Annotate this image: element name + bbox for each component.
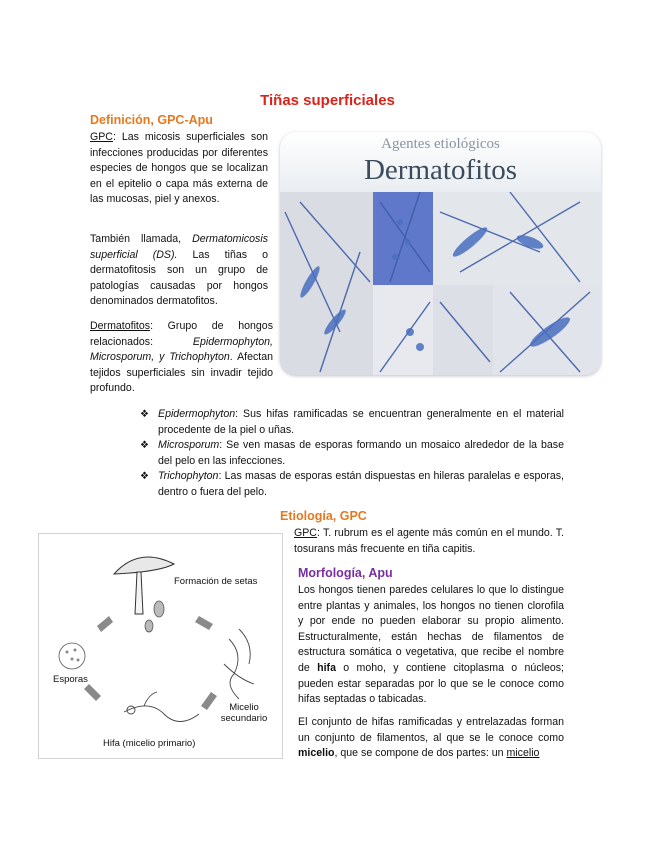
diamond-bullet-icon: ❖ [140, 409, 149, 420]
definicion-heading: Definición, GPC-Apu [90, 113, 213, 127]
definicion-paragraph-2: También llamada, Dermatomicosis superficial (DS). Las tiñas o dermatofitosis son un grupo de patologías causadas por hongos denominados dermatofitos. [90, 233, 268, 308]
life-cycle-illustration [39, 534, 282, 758]
gpc-label: GPC [294, 527, 317, 539]
morfologia-paragraph-2: El conjunto de hifas ramificadas y entrelazadas forman un conjunto de filamentos, al que se le conoce como micelio, que se compone de dos partes: un micelio [298, 716, 564, 760]
diamond-bullet-icon: ❖ [140, 471, 149, 483]
list-item: ❖ Microsporum: Se ven masas de esporas formando un mosaico alrededor de la base del pelo en las infecciones. [140, 438, 564, 469]
dermatofitos-photo [280, 132, 601, 375]
definicion-paragraph-1: GPC: Las micosis superficiales son infecciones producidas por diferentes especies de hongos que se localizan en el epitelio o capa más externa de las mucosas, piel y anexos. [90, 131, 268, 206]
label-esporas: Esporas [53, 674, 88, 685]
label-hifa: Hifa (micelio primario) [103, 738, 196, 749]
photo-subtitle: Agentes etiológicos [381, 136, 500, 152]
photo-title: Dermatofitos [363, 154, 517, 186]
etiologia-heading: Etiología, GPC [280, 509, 367, 523]
dermatofitos-label: Dermatofitos [90, 320, 151, 332]
list-item: ❖ Epidermophyton: Sus hifas ramificadas se encuentran generalmente en el material procedente de la piel o uñas. [140, 407, 564, 438]
morfologia-heading: Morfología, Apu [298, 566, 393, 580]
list-item: ❖ Trichophyton: Las masas de esporas están dispuestas en hileras paralelas e esporas, dentro o fuera del pelo. [140, 469, 564, 500]
gpc-label: GPC [90, 131, 113, 143]
label-formacion-setas: Formación de setas [174, 576, 258, 587]
bullet-list [140, 407, 564, 501]
definicion-paragraph-3: Dermatofitos: Grupo de hongos relacionados: Epidermophyton, Microsporum, y Trichophyton. Afectan tejidos superficiales sin invadir tejido profundo. [90, 320, 273, 395]
morfologia-paragraph-1: Los hongos tienen paredes celulares lo que lo distingue entre plantas y animales, los hongos no tienen clorofila y por ende no pueden elaborar su propio alimento. Estructuralmente, están hechas de filamentos de estructura somática o vegetativa, que recibe el nombre de hifa o moho, y contiene citoplasma o núcleos; pueden estar separadas por lo que se le conoce como hifas septadas o tabicadas. [298, 584, 564, 706]
fungus-life-cycle-diagram [38, 533, 283, 759]
label-micelio-secundario: Micelio secundario [220, 702, 268, 724]
diamond-bullet-icon: ❖ [140, 440, 149, 452]
page-title: Tiñas superficiales [260, 92, 395, 109]
etiologia-paragraph: GPC: T. rubrum es el agente más común en el mundo. T. tosurans más frecuente en tiña capitis. [294, 527, 564, 555]
